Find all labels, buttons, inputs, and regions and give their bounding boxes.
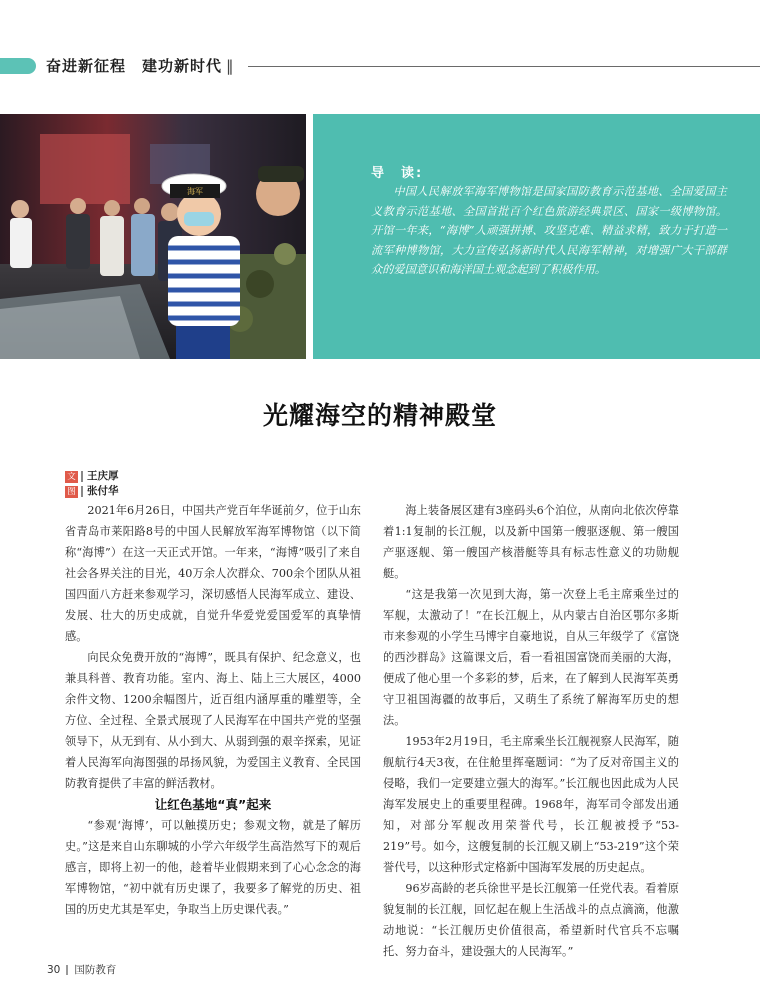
photo-author: 张付华 [87, 485, 119, 497]
byline-photo-tag: 图 [65, 486, 78, 498]
museum-visitors-photo [0, 114, 306, 359]
right-column [383, 500, 679, 962]
magazine-name: 国防教育 [74, 964, 117, 976]
byline [65, 469, 119, 499]
guide-box [313, 114, 760, 359]
section-subheading: 让红色基地“真”起来 [154, 797, 272, 812]
right-paragraph-1: 海上装备展区建有3座码头6个泊位，从南向北依次停靠着1:1复制的长江舰，以及新中国第一艘驱逐舰、第一艘国产驱逐舰、第一艘国产核潜艇等具有标志性意义的功勋舰艇。 [383, 504, 679, 580]
footer-divider [66, 965, 68, 975]
byline-text-row [65, 469, 119, 484]
page-footer [47, 962, 116, 977]
header-rule [248, 66, 760, 67]
right-paragraph-3: 1953年2月19日，毛主席乘坐长江舰视察人民海军，随舰航行4天3夜，在住舱里挥毫题词：“为了反对帝国主义的侵略，我们一定要建立强大的海军。”长江舰也因此成为人民海军发展史上的重要里程碑。1968年，海军司令部发出通知，对部分军舰改用荣誉代号，长江舰被授予“53-219”号。如今，这艘复制的长江舰又刷上“53-219”这个荣誉代号，以这种形式定格新中国海军发展的历史起点。 [383, 735, 679, 874]
guide-text: 中国人民解放军海军博物馆是国家国防教育示范基地、全国爱国主义教育示范基地、全国首批百个红色旅游经典景区、国家一级博物馆。开馆一年来，“海博”人顽强拼搏、攻坚克难、精益求精，致力于打造一流军种博物馆，大力宣传弘扬新时代人民海军精神，对增强广大干部群众的爱国意识和海洋国土观念起到了积极作用。 [371, 185, 727, 276]
text-author: 王庆厚 [87, 470, 119, 482]
right-paragraph-2: “这是我第一次见到大海，第一次登上毛主席乘坐过的军舰，太激动了！”在长江舰上，从内蒙古自治区鄂尔多斯市来参观的小学生马博宇自豪地说，自从三年级学了《富饶的西沙群岛》这篇课文后，看一看祖国富饶而美丽的大海，便成了他心里一个多彩的梦，后来，在了解到人民海军英勇守卫祖国海疆的故事后，又萌生了系统了解海军历史的想法。 [383, 588, 679, 727]
cap-band-text: 海军 [187, 187, 203, 196]
left-paragraph-2: 向民众免费开放的“海博”，既具有保护、纪念意义，也兼具科普、教育功能。室内、海上、陆上三大展区，4000余件文物、1200余幅图片，近百组内涵厚重的雕塑等，全方位、全过程、全景式展现了人民海军在中国共产党的坚强领导下，从无到有、从小到大、从弱到强的艰辛探索，见证着人民海军向海图强的昂扬风貌，为爱国主义教育、全民国防教育提供了丰富的鲜活教材。 [65, 651, 361, 790]
byline-divider [81, 486, 83, 497]
guide-title: 导 读: [371, 166, 424, 181]
right-paragraph-4: 96岁高龄的老兵徐世平是长江舰第一任党代表。看着原貌复制的长江舰，回忆起在舰上生活战斗的点点滴滴，他激动地说：“长江舰历史价值很高，希望新时代官兵不忘嘱托、努力奋斗，建设强大的人民海军。” [383, 882, 679, 958]
article-title: 光耀海空的精神殿堂 [262, 401, 497, 430]
left-paragraph-1: 2021年6月26日，中国共产党百年华诞前夕，位于山东省青岛市莱阳路8号的中国人民解放军海军博物馆（以下简称“海博”）在这一天正式开馆。一年来，“海博”吸引了来自社会各界关注的目光，40万余人次群众、700余个团队从祖国四面八方赶来参观学习，深切感悟人民海军成立、建设、发展、壮大的历史成就，自觉升华爱党爱国爱军的真挚情感。 [65, 504, 361, 643]
header-accent-pill [0, 58, 36, 74]
left-paragraph-3: “参观‘海博’，可以触摸历史；参观文物，就是了解历史。”这是来自山东聊城的小学六年级学生高浩然写下的观后感言，即将上初一的他，趁着毕业假期来到了心心念念的海军博物馆，“初中就有历史课了，我要多了解党的历史、祖国的历史尤其是军史，争取当上历史课代表。” [65, 819, 361, 916]
byline-text-tag: 文 [65, 471, 78, 483]
page-number: 30 [47, 964, 61, 976]
byline-divider [81, 471, 83, 482]
byline-photo-row [65, 484, 119, 499]
section-title: 奋进新征程 建功新时代 ‖ [46, 57, 235, 75]
left-column [65, 500, 361, 920]
